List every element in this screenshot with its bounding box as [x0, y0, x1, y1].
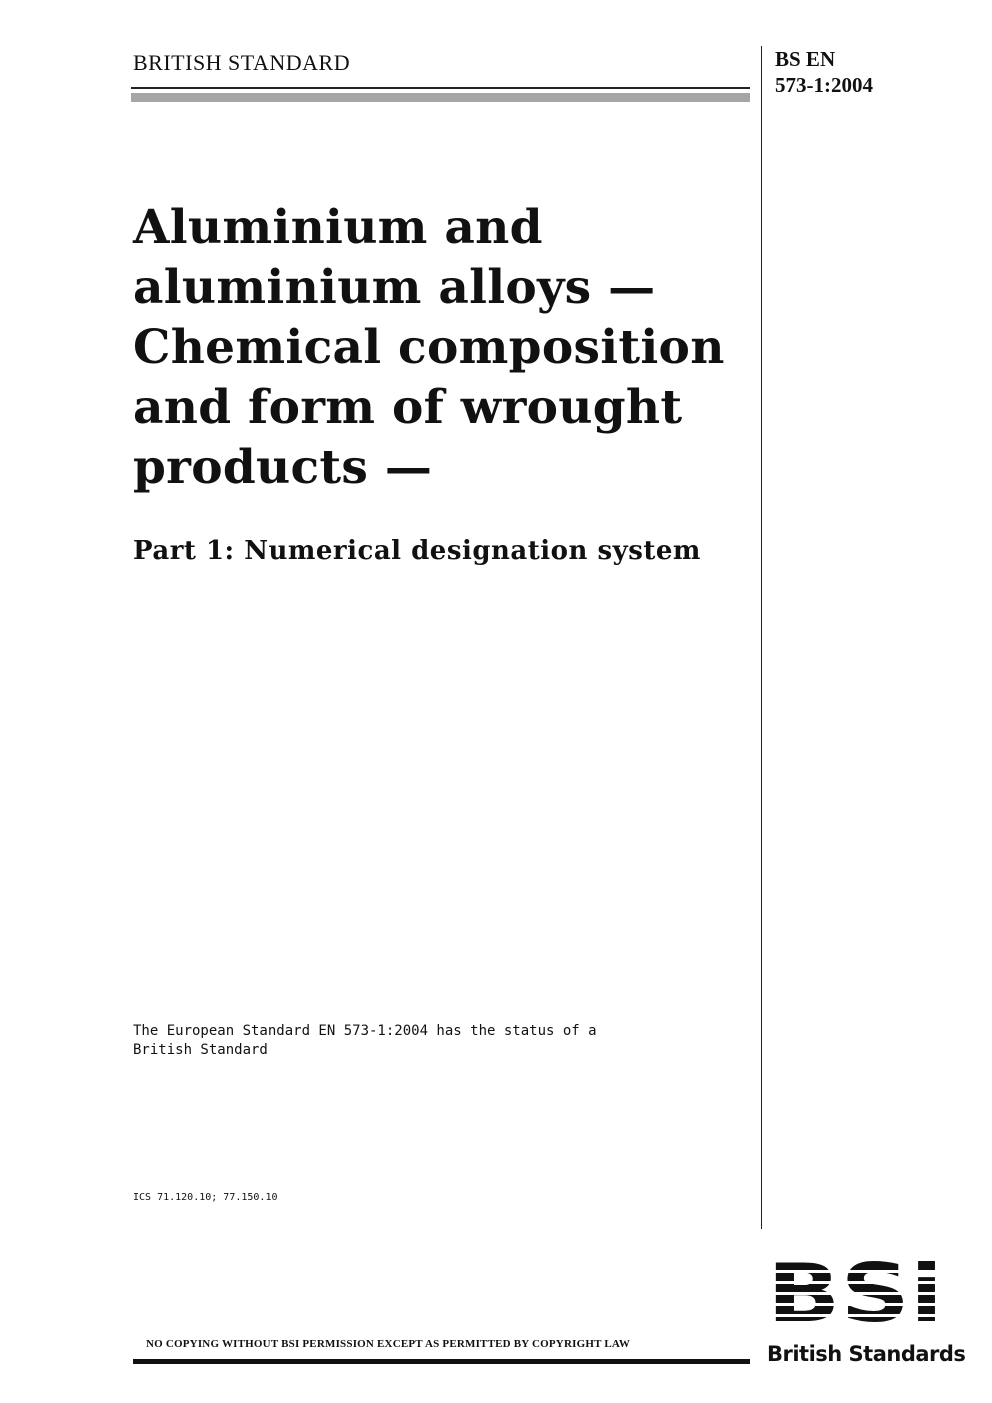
bsi-logo	[767, 1261, 943, 1326]
title-line: aluminium alloys —	[133, 260, 656, 315]
header-rule-thick	[131, 93, 750, 102]
standard-number-line1: BS EN	[775, 47, 836, 71]
title-line: products —	[133, 440, 433, 495]
vertical-divider	[761, 46, 762, 1229]
ics-code: ICS 71.120.10; 77.150.10	[133, 1192, 278, 1203]
status-line: The European Standard EN 573-1:2004 has the status of a	[133, 1023, 597, 1039]
header-label: BRITISH STANDARD	[133, 50, 351, 75]
footer-rule	[133, 1359, 750, 1364]
title-line: Aluminium and	[133, 200, 543, 255]
status-statement	[133, 1022, 613, 1060]
standard-number-line2: 573-1:2004	[775, 73, 873, 97]
status-line: British Standard	[133, 1042, 268, 1058]
bsi-caption: British Standards	[767, 1342, 966, 1366]
part-subtitle: Part 1: Numerical designation system	[133, 536, 701, 566]
copyright-notice: NO COPYING WITHOUT BSI PERMISSION EXCEPT AS PERMITTED BY COPYRIGHT LAW	[146, 1338, 631, 1350]
header-rule-thin	[131, 87, 750, 89]
document-title	[133, 198, 753, 498]
standard-number	[775, 46, 873, 98]
title-line: and form of wrought	[133, 380, 683, 435]
title-line: Chemical composition	[133, 320, 725, 375]
